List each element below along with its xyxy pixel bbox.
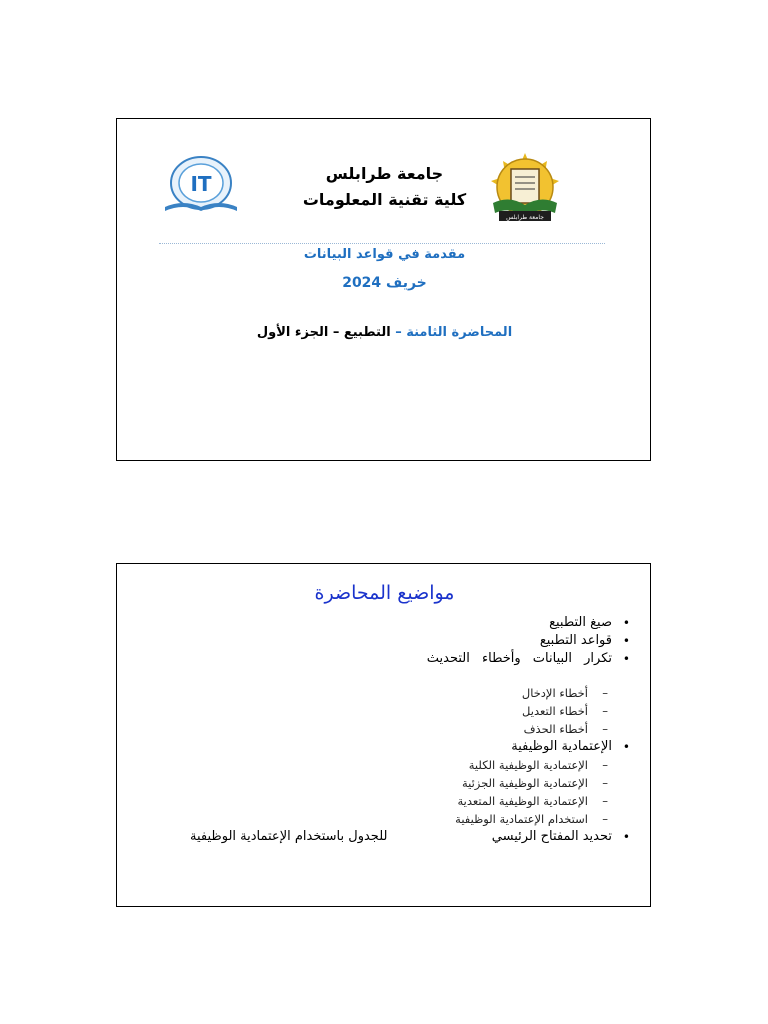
university-name: جامعة طرابلس: [325, 164, 444, 183]
sub-item: – أخطاء التعديل: [522, 704, 608, 718]
topics-list: [132, 614, 632, 846]
title-slide: [116, 118, 651, 461]
term-year: 2024: [342, 275, 382, 291]
primary-key-continuation: للجدول باستخدام الإعتمادية الوظيفية: [190, 829, 388, 844]
university-heading: [117, 161, 652, 213]
sub-item: – أخطاء الحذف: [523, 722, 608, 736]
lecture-topic: التطبيع – الجزء الأول: [256, 325, 391, 340]
slide-title: مواضيع المحاضرة: [314, 582, 455, 604]
term: [117, 275, 652, 291]
sub-item: – استخدام الإعتمادية الوظيفية: [455, 812, 608, 826]
primary-key-text: تحديد المفتاح الرئيسي: [491, 829, 612, 844]
faculty-name: كلية تقنية المعلومات: [302, 190, 467, 209]
sub-item: – الإعتمادية الوظيفية الكلية: [468, 758, 608, 772]
tripoli-university-logo: [485, 151, 565, 225]
lecture-number: المحاضرة الثامنة –: [395, 325, 513, 340]
topics-slide: [116, 563, 651, 907]
logo-tr-text: جامعة طرابلس: [506, 214, 544, 221]
divider: [159, 243, 605, 244]
list-item: • الإعتمادية الوظيفية: [511, 739, 630, 754]
list-item: • تكرار البيانات وأخطاء التحديث: [426, 651, 630, 666]
course-title: مقدمة في قواعد البيانات: [303, 247, 466, 262]
sub-item: – الإعتمادية الوظيفية المتعدية: [457, 794, 608, 808]
sub-item: – أخطاء الإدخال: [521, 686, 608, 700]
list-item: • قواعد التطبيع: [539, 633, 630, 648]
term-word: خريف: [386, 275, 427, 291]
sub-item: – الإعتمادية الوظيفية الجزئية: [461, 776, 608, 790]
list-item-primary-key: • تحديد المفتاح الرئيسي للجدول باستخدام الإعتمادية الوظيفية: [190, 829, 630, 844]
list-item: • صيغ التطبيع: [549, 615, 630, 630]
lecture-title: [117, 325, 652, 340]
logo-it-text: IT: [190, 172, 212, 196]
